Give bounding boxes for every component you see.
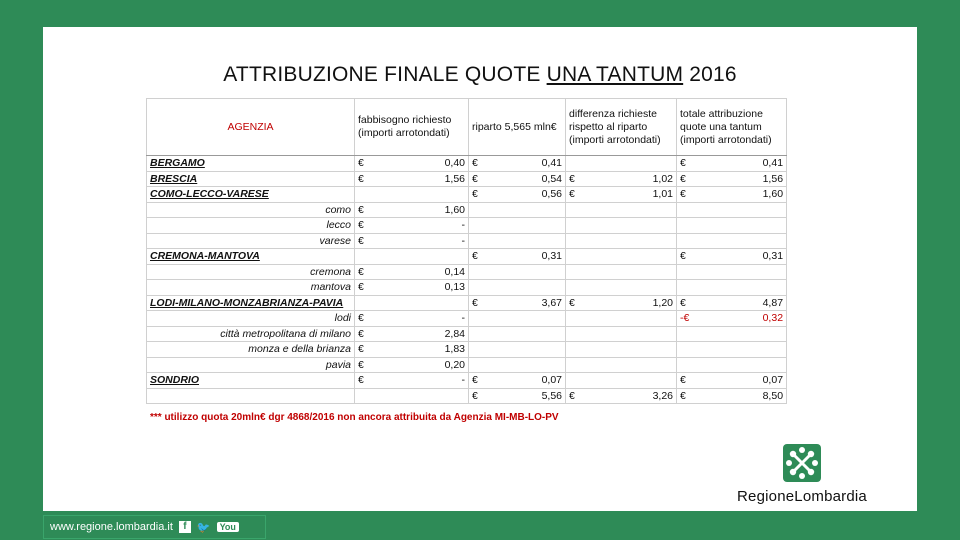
table-row — [147, 357, 787, 373]
split-value — [483, 342, 566, 358]
total-currency — [677, 202, 693, 218]
diff-currency — [566, 342, 582, 358]
split-currency: € — [469, 373, 483, 389]
diff-currency — [566, 373, 582, 389]
header-need: fabbisogno richiesto (importi arrotondati) — [355, 99, 469, 156]
total-currency — [677, 280, 693, 296]
table-row — [147, 187, 787, 203]
total-value — [693, 357, 787, 373]
total-currency — [677, 233, 693, 249]
diff-value: 1,20 — [582, 295, 677, 311]
split-value — [483, 326, 566, 342]
header-split: riparto 5,565 mln€ — [469, 99, 566, 156]
need-currency — [355, 295, 373, 311]
total-value: 0,07 — [693, 373, 787, 389]
table-row — [147, 171, 787, 187]
table-row — [147, 326, 787, 342]
diff-value — [582, 373, 677, 389]
need-value: - — [373, 218, 469, 234]
diff-currency — [566, 357, 582, 373]
diff-currency: € — [566, 295, 582, 311]
diff-value: 1,01 — [582, 187, 677, 203]
diff-currency: € — [566, 187, 582, 203]
total-value: 0,41 — [693, 156, 787, 172]
need-value: 1,60 — [373, 202, 469, 218]
split-value: 0,54 — [483, 171, 566, 187]
need-value — [373, 388, 469, 404]
total-currency: € — [677, 171, 693, 187]
header-row — [147, 99, 787, 156]
table-row — [147, 342, 787, 358]
row-label: BERGAMO — [147, 156, 355, 172]
table-row — [147, 388, 787, 404]
header-agency: AGENZIA — [147, 99, 355, 156]
split-value — [483, 357, 566, 373]
diff-currency — [566, 202, 582, 218]
diff-currency: € — [566, 388, 582, 404]
split-value — [483, 233, 566, 249]
table-row — [147, 295, 787, 311]
diff-currency — [566, 156, 582, 172]
table-row — [147, 218, 787, 234]
table-row — [147, 264, 787, 280]
need-currency: € — [355, 156, 373, 172]
split-currency — [469, 357, 483, 373]
need-value: 0,14 — [373, 264, 469, 280]
need-value: 1,83 — [373, 342, 469, 358]
split-currency: € — [469, 388, 483, 404]
row-label: SONDRIO — [147, 373, 355, 389]
facebook-icon[interactable]: f — [179, 521, 191, 533]
split-currency: € — [469, 156, 483, 172]
title-part-1: ATTRIBUZIONE FINALE QUOTE — [223, 63, 547, 86]
need-value — [373, 249, 469, 265]
split-currency: € — [469, 249, 483, 265]
total-currency: € — [677, 187, 693, 203]
total-currency — [677, 342, 693, 358]
website-link[interactable]: www.regione.lombardia.it — [50, 521, 173, 533]
split-currency: € — [469, 295, 483, 311]
row-label: monza e della brianza — [147, 342, 355, 358]
header-diff: differenza richieste rispetto al riparto (importi arrotondati) — [566, 99, 677, 156]
diff-value: 1,02 — [582, 171, 677, 187]
need-value: 2,84 — [373, 326, 469, 342]
split-currency: € — [469, 171, 483, 187]
diff-value — [582, 249, 677, 265]
table-row — [147, 202, 787, 218]
total-value — [693, 202, 787, 218]
split-value: 0,31 — [483, 249, 566, 265]
split-currency — [469, 233, 483, 249]
split-currency — [469, 342, 483, 358]
total-currency: € — [677, 373, 693, 389]
diff-currency — [566, 326, 582, 342]
table-row — [147, 233, 787, 249]
total-value: 0,31 — [693, 249, 787, 265]
split-currency — [469, 264, 483, 280]
total-value — [693, 218, 787, 234]
total-value — [693, 342, 787, 358]
diff-value — [582, 342, 677, 358]
need-currency: € — [355, 280, 373, 296]
split-value — [483, 202, 566, 218]
need-currency — [355, 388, 373, 404]
need-currency: € — [355, 357, 373, 373]
diff-value — [582, 311, 677, 327]
need-currency: € — [355, 342, 373, 358]
diff-currency — [566, 233, 582, 249]
total-currency — [677, 264, 693, 280]
diff-value — [582, 233, 677, 249]
diff-value — [582, 202, 677, 218]
diff-value: 3,26 — [582, 388, 677, 404]
total-currency: € — [677, 249, 693, 265]
need-currency: € — [355, 202, 373, 218]
split-currency — [469, 326, 483, 342]
twitter-icon[interactable]: 🐦 — [196, 521, 211, 534]
need-currency: € — [355, 373, 373, 389]
table-row — [147, 280, 787, 296]
total-value: 4,87 — [693, 295, 787, 311]
diff-currency — [566, 280, 582, 296]
split-value — [483, 311, 566, 327]
split-currency — [469, 280, 483, 296]
diff-currency — [566, 218, 582, 234]
total-currency — [677, 218, 693, 234]
table-row — [147, 156, 787, 172]
split-value: 5,56 — [483, 388, 566, 404]
need-value: - — [373, 233, 469, 249]
total-value — [693, 280, 787, 296]
footnote: *** utilizzo quota 20mln€ dgr 4868/2016 non ancora attribuita da Agenzia MI-MB-LO-PV — [150, 412, 559, 423]
need-currency: € — [355, 264, 373, 280]
row-label: BRESCIA — [147, 171, 355, 187]
split-value: 3,67 — [483, 295, 566, 311]
total-value: 8,50 — [693, 388, 787, 404]
split-value: 0,41 — [483, 156, 566, 172]
need-value: 1,56 — [373, 171, 469, 187]
spreadsheet — [146, 98, 786, 426]
diff-value — [582, 280, 677, 296]
diff-value — [582, 326, 677, 342]
diff-currency — [566, 264, 582, 280]
row-label: como — [147, 202, 355, 218]
need-currency — [355, 187, 373, 203]
row-label: COMO-LECCO-VARESE — [147, 187, 355, 203]
footer-bar — [43, 515, 266, 539]
table-row — [147, 373, 787, 389]
need-value — [373, 295, 469, 311]
total-currency — [677, 357, 693, 373]
need-value: 0,20 — [373, 357, 469, 373]
split-value — [483, 280, 566, 296]
need-value — [373, 187, 469, 203]
diff-currency — [566, 249, 582, 265]
row-label: LODI-MILANO-MONZABRIANZA-PAVIA — [147, 295, 355, 311]
row-label: CREMONA-MANTOVA — [147, 249, 355, 265]
need-currency: € — [355, 233, 373, 249]
need-currency: € — [355, 326, 373, 342]
row-label: pavia — [147, 357, 355, 373]
need-currency: € — [355, 311, 373, 327]
logo-text: RegioneLombardia — [737, 488, 867, 505]
diff-value — [582, 156, 677, 172]
slide — [43, 27, 917, 511]
row-label — [147, 388, 355, 404]
split-currency — [469, 218, 483, 234]
total-value — [693, 264, 787, 280]
total-value: 0,32 — [693, 311, 787, 327]
slide-title — [43, 63, 917, 87]
diff-currency — [566, 311, 582, 327]
split-currency — [469, 202, 483, 218]
total-currency: € — [677, 156, 693, 172]
total-value — [693, 326, 787, 342]
table-row — [147, 311, 787, 327]
total-currency — [677, 326, 693, 342]
table-row — [147, 249, 787, 265]
row-label: lecco — [147, 218, 355, 234]
allocation-table — [146, 98, 787, 404]
total-value: 1,60 — [693, 187, 787, 203]
total-currency: -€ — [677, 311, 693, 327]
diff-value — [582, 264, 677, 280]
row-label: lodi — [147, 311, 355, 327]
diff-value — [582, 357, 677, 373]
row-label: cremona — [147, 264, 355, 280]
split-value — [483, 264, 566, 280]
youtube-icon[interactable]: You — [217, 522, 239, 532]
diff-value — [582, 218, 677, 234]
need-value: - — [373, 311, 469, 327]
need-value: - — [373, 373, 469, 389]
total-currency: € — [677, 295, 693, 311]
row-label: mantova — [147, 280, 355, 296]
diff-currency: € — [566, 171, 582, 187]
need-currency — [355, 249, 373, 265]
need-currency: € — [355, 171, 373, 187]
split-currency: € — [469, 187, 483, 203]
total-currency: € — [677, 388, 693, 404]
split-value — [483, 218, 566, 234]
need-currency: € — [355, 218, 373, 234]
need-value: 0,13 — [373, 280, 469, 296]
split-currency — [469, 311, 483, 327]
split-value: 0,56 — [483, 187, 566, 203]
regione-lombardia-logo — [727, 444, 877, 505]
total-value: 1,56 — [693, 171, 787, 187]
table-body — [147, 156, 787, 404]
row-label: varese — [147, 233, 355, 249]
row-label: città metropolitana di milano — [147, 326, 355, 342]
title-part-2: UNA TANTUM — [546, 63, 684, 86]
total-value — [693, 233, 787, 249]
need-value: 0,40 — [373, 156, 469, 172]
rose-camuna-icon — [783, 444, 821, 482]
title-part-3: 2016 — [683, 63, 737, 86]
split-value: 0,07 — [483, 373, 566, 389]
header-total: totale attribuzione quote una tantum (importi arrotondati) — [677, 99, 787, 156]
